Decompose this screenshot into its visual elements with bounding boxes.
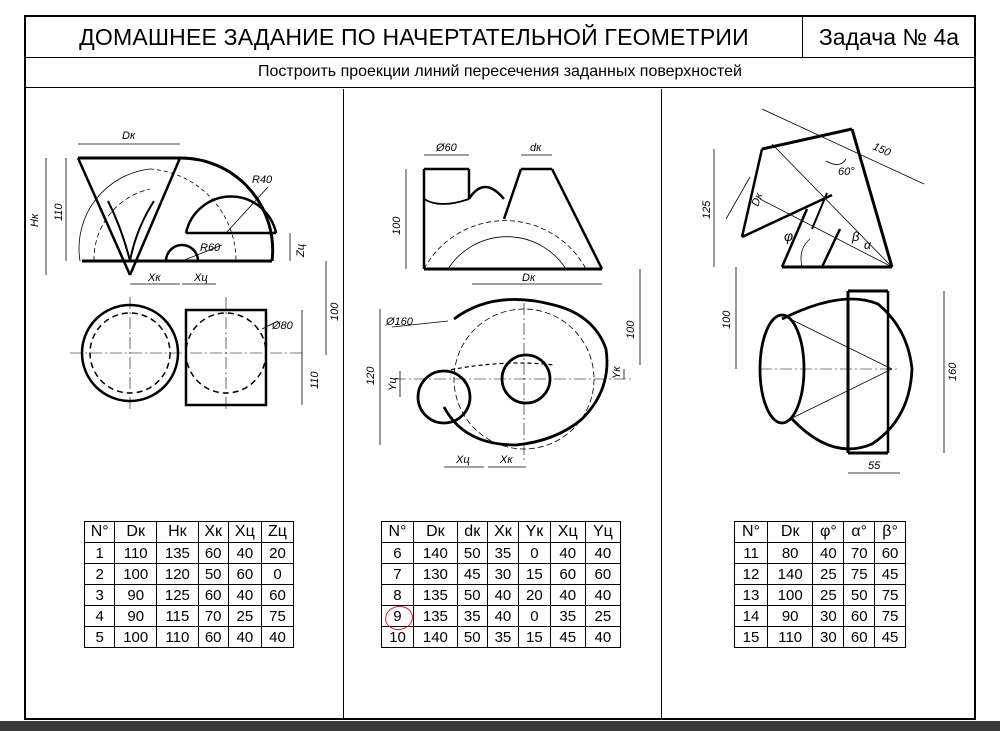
table-cell: 30 (487, 564, 518, 585)
table-cell: 1 (85, 543, 115, 564)
table-cell: 40 (487, 585, 518, 606)
table-cell: 50 (198, 564, 228, 585)
table-cell: 135 (157, 543, 199, 564)
label-100: 100 (329, 302, 341, 321)
task-description: Построить проекции линий пересечения заданных поверхностей (26, 57, 974, 88)
table-cell: 100 (115, 627, 157, 648)
table-cell: 60 (585, 564, 620, 585)
label-110-top: 110 (309, 371, 321, 389)
table-cell: 40 (262, 627, 294, 648)
column-header: Hк (157, 522, 199, 543)
table-cell: 20 (519, 585, 550, 606)
panel-variant-2 (343, 89, 662, 718)
label-d80: Ø80 (272, 320, 293, 332)
top-view (70, 297, 302, 409)
table-cell: 35 (487, 627, 518, 648)
table-cell: 8 (382, 585, 414, 606)
assignment-sheet (24, 15, 976, 720)
column-header: Yк (519, 522, 550, 543)
label-xk: Xк (500, 454, 513, 466)
drawing-cone-prism-sphere (662, 89, 975, 509)
table-row (735, 627, 906, 648)
table-cell (382, 606, 414, 627)
label-160: 160 (947, 362, 959, 381)
table-row (85, 606, 294, 627)
label-xk: Xк (148, 272, 161, 284)
table-cell: 45 (457, 564, 487, 585)
label-100-right: 100 (625, 320, 637, 339)
label-r60: R60 (200, 242, 221, 254)
column-header: Xц (228, 522, 261, 543)
column-header: α° (844, 522, 875, 543)
table-cell: 20 (262, 543, 294, 564)
table-cell: 60 (198, 585, 228, 606)
table-cell: 140 (413, 543, 457, 564)
table-cell: 4 (85, 606, 115, 627)
table-row (382, 627, 621, 648)
table-cell: 40 (585, 627, 620, 648)
top-view (736, 267, 944, 473)
table-cell: 40 (228, 585, 261, 606)
column-header: Xц (550, 522, 585, 543)
table-cell: 60 (228, 564, 261, 585)
table-cell: 7 (382, 564, 414, 585)
column-header: dк (457, 522, 487, 543)
label-yk: Yк (611, 366, 623, 379)
label-100: 100 (721, 310, 733, 329)
table-cell: 115 (157, 606, 199, 627)
table-row (735, 606, 906, 627)
table-cell: 100 (768, 585, 813, 606)
column-header: Dк (768, 522, 813, 543)
table-cell: 40 (550, 543, 585, 564)
table-cell: 45 (550, 627, 585, 648)
table-row (382, 543, 621, 564)
table-row (382, 606, 621, 627)
table-cell: 135 (413, 606, 457, 627)
title-bar (26, 17, 974, 58)
label-hk: Hк (29, 213, 41, 227)
table-cell: 60 (844, 627, 875, 648)
table-cell: 60 (198, 627, 228, 648)
table-cell: 75 (844, 564, 875, 585)
column-header: N° (382, 522, 414, 543)
label-100: 100 (391, 216, 403, 235)
table-cell: 110 (157, 627, 199, 648)
table-cell: 35 (550, 606, 585, 627)
table-cell: 50 (457, 543, 487, 564)
front-view (714, 109, 924, 267)
table-cell: 130 (413, 564, 457, 585)
table-cell: 30 (813, 606, 844, 627)
label-d160: Ø160 (386, 316, 413, 328)
table-cell: 40 (228, 543, 261, 564)
label-60deg: 60° (838, 166, 855, 178)
column-header: N° (735, 522, 768, 543)
label-dk: Dк (522, 272, 536, 284)
table-cell: 50 (457, 585, 487, 606)
table-cell: 25 (228, 606, 261, 627)
label-150: 150 (870, 140, 893, 160)
table-cell: 40 (585, 585, 620, 606)
table-row (85, 627, 294, 648)
label-xc: Xц (456, 454, 470, 466)
table-cell: 90 (115, 585, 157, 606)
table-cell: 40 (228, 627, 261, 648)
label-55: 55 (868, 460, 881, 472)
table-row (85, 543, 294, 564)
table-cell: 60 (875, 543, 906, 564)
table-cell: 70 (198, 606, 228, 627)
table-row (85, 585, 294, 606)
label-phi: φ (784, 228, 794, 244)
table-row (735, 543, 906, 564)
table-cell: 45 (875, 564, 906, 585)
table-header-row (382, 522, 621, 543)
table-row (85, 564, 294, 585)
table-cell: 25 (813, 585, 844, 606)
column-header: N° (85, 522, 115, 543)
label-dk-small: dк (530, 142, 542, 154)
table-cell: 15 (519, 627, 550, 648)
label-yc: Yц (387, 377, 399, 391)
column-header: Dк (413, 522, 457, 543)
column-header: Dк (115, 522, 157, 543)
table-cell: 35 (457, 606, 487, 627)
label-dk: Dк (122, 130, 136, 142)
column-header: Xк (198, 522, 228, 543)
label-120: 120 (365, 366, 377, 385)
table-row (735, 585, 906, 606)
table-cell: 30 (813, 627, 844, 648)
label-zc: Zц (295, 243, 307, 257)
table-row (735, 564, 906, 585)
table-cell: 60 (550, 564, 585, 585)
table-cell: 140 (768, 564, 813, 585)
table-cell: 75 (875, 606, 906, 627)
label-110: 110 (53, 203, 65, 221)
table-cell: 0 (262, 564, 294, 585)
label-d60: Ø60 (436, 142, 457, 154)
table-cell: 80 (768, 543, 813, 564)
table-cell: 5 (85, 627, 115, 648)
table-cell: 0 (519, 606, 550, 627)
table-cell: 25 (585, 606, 620, 627)
table-cell: 125 (157, 585, 199, 606)
table-cell: 11 (735, 543, 768, 564)
front-view (406, 155, 640, 365)
table-cell: 135 (413, 585, 457, 606)
table-cell: 45 (875, 627, 906, 648)
label-beta: β (852, 229, 860, 244)
table-cell: 50 (457, 627, 487, 648)
table-cell: 25 (813, 564, 844, 585)
table-cell: 100 (115, 564, 157, 585)
table-cell: 6 (382, 543, 414, 564)
table-cell: 90 (768, 606, 813, 627)
column-header: β° (875, 522, 906, 543)
table-cell: 14 (735, 606, 768, 627)
table-cell: 40 (585, 543, 620, 564)
label-dk: Dк (749, 191, 766, 209)
table-cell: 40 (487, 606, 518, 627)
table-cell: 12 (735, 564, 768, 585)
table-row (382, 585, 621, 606)
label-125: 125 (701, 200, 713, 219)
panel-variant-3 (661, 89, 975, 718)
table-header-row (735, 522, 906, 543)
table-cell: 0 (519, 543, 550, 564)
table-cell: 110 (768, 627, 813, 648)
column-header: Yц (585, 522, 620, 543)
table-cell: 10 (382, 627, 414, 648)
column-header: φ° (813, 522, 844, 543)
task-number: Задача № 4а (802, 17, 975, 57)
table-cell: 15 (519, 564, 550, 585)
viewer-bottom-bar (0, 721, 1000, 731)
table-cell: 15 (735, 627, 768, 648)
drawing-cone-cylinder (26, 89, 343, 509)
table-cell: 50 (844, 585, 875, 606)
table-cell: 13 (735, 585, 768, 606)
panel-variant-1 (26, 89, 343, 718)
highlighted-variant: 9 (393, 607, 402, 625)
params-table-3 (734, 521, 906, 648)
table-cell: 40 (550, 585, 585, 606)
table-cell: 60 (262, 585, 294, 606)
table-cell: 40 (813, 543, 844, 564)
params-table-1 (84, 521, 294, 648)
table-row (382, 564, 621, 585)
sheet-title: ДОМАШНЕЕ ЗАДАНИЕ ПО НАЧЕРТАТЕЛЬНОЙ ГЕОМЕТРИИ (79, 23, 749, 50)
table-cell: 60 (198, 543, 228, 564)
drawing-cylinder-cone-sphere (344, 89, 662, 509)
table-cell: 140 (413, 627, 457, 648)
table-cell: 90 (115, 606, 157, 627)
table-cell: 35 (487, 543, 518, 564)
table-cell: 2 (85, 564, 115, 585)
params-table-2 (381, 521, 621, 648)
table-cell: 75 (262, 606, 294, 627)
label-alpha: α (864, 238, 871, 252)
table-cell: 75 (875, 585, 906, 606)
table-cell: 70 (844, 543, 875, 564)
table-cell: 60 (844, 606, 875, 627)
column-header: Xк (487, 522, 518, 543)
table-cell: 120 (157, 564, 199, 585)
label-r40: R40 (252, 174, 273, 186)
table-cell: 110 (115, 543, 157, 564)
table-header-row (85, 522, 294, 543)
label-xc: Xц (194, 272, 208, 284)
column-header: Zц (262, 522, 294, 543)
top-view (380, 299, 634, 467)
table-cell: 3 (85, 585, 115, 606)
